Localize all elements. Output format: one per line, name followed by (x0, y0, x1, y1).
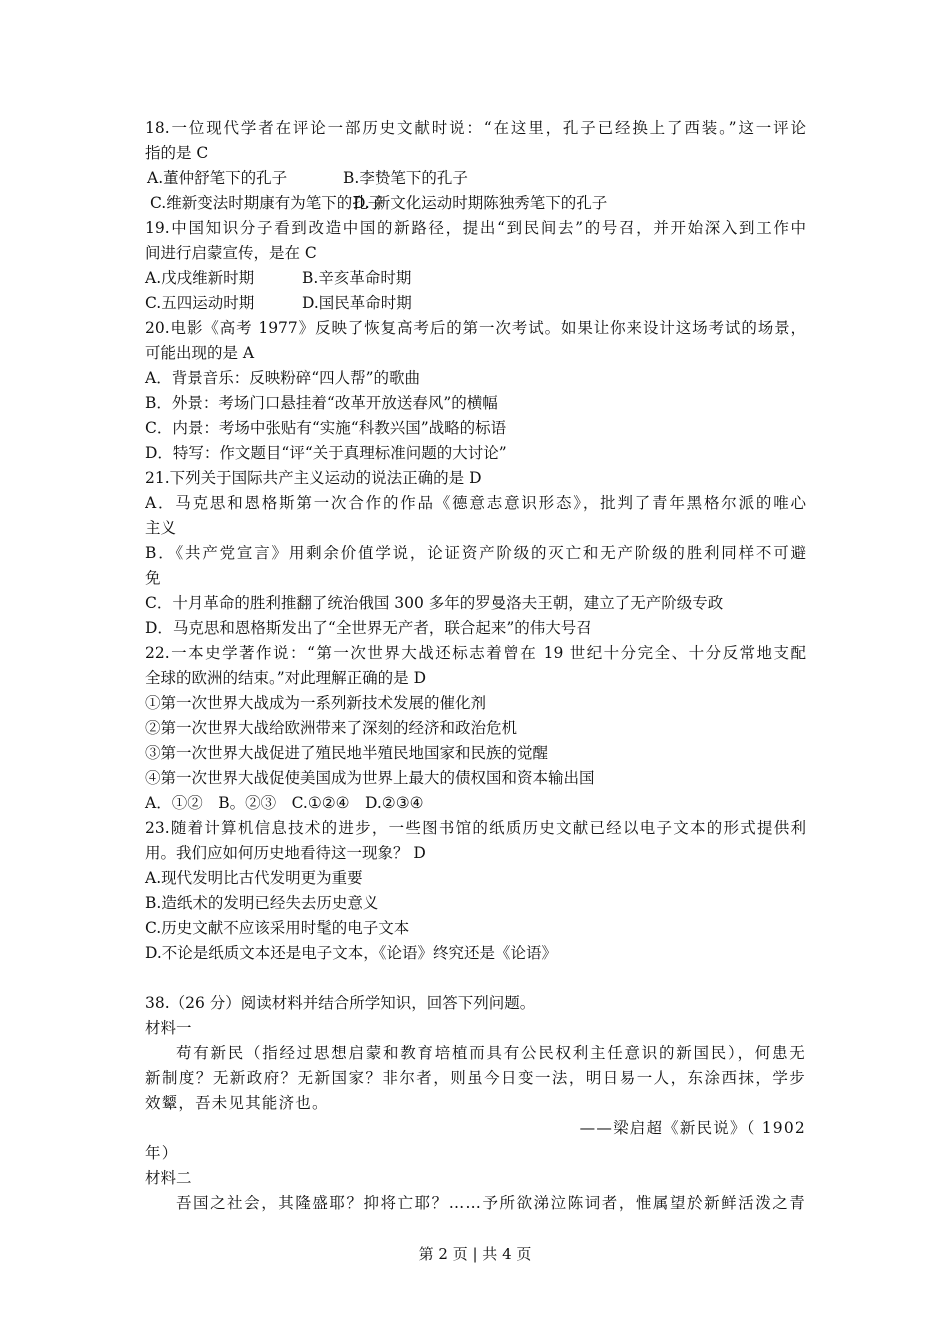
text-line: 全球的欧洲的结束。”对此理解正确的是 D (145, 669, 427, 687)
text-line: ——梁启超《新民说》（ 1902 (579, 1119, 806, 1137)
text-line: D.不论是纸质文本还是电子文本，《论语》终究还是《论语》 (145, 944, 558, 962)
text-line (145, 191, 806, 216)
text-line (145, 166, 806, 191)
text-line: A．马克思和恩格斯第一次合作的作品《德意志意识形态》，批判了青年黑格尔派的唯心 (145, 494, 806, 512)
text-line: ②第一次世界大战给欧洲带来了深刻的经济和政治危机 (145, 719, 518, 737)
text-line: 主义 (145, 519, 177, 537)
option-text: B.李贽笔下的孔子 (343, 169, 468, 187)
text-line: 20.电影《高考 1977》反映了恢复高考后的第一次考试。如果让你来设计这场考试的场景， (145, 319, 806, 337)
text-line: 23.随着计算机信息技术的进步，一些图书馆的纸质历史文献已经以电子文本的形式提供利 (145, 819, 806, 837)
text-line (145, 966, 806, 991)
option-text: B.辛亥革命时期 (302, 269, 412, 287)
text-line: 吾国之社会，其隆盛耶？抑将亡耶？……予所欲涕泣陈词者，惟属望於新鲜活泼之青 (176, 1194, 806, 1212)
option-text: C.五四运动时期 (145, 294, 255, 312)
text-line: ①第一次世界大战成为一系列新技术发展的催化剂 (145, 694, 487, 712)
page-footer: 第 2 页 | 共 4 页 (418, 1245, 532, 1263)
text-line: B．外景：考场门口悬挂着“改革开放送春风”的横幅 (145, 394, 498, 412)
text-line: 可能出现的是 A (145, 344, 255, 362)
text-line: A.现代发明比古代发明更为重要 (145, 869, 363, 887)
text-line: 材料一 (145, 1019, 192, 1037)
text-line (145, 291, 806, 316)
option-text: A.戊戌维新时期 (145, 269, 255, 287)
text-line: ④第一次世界大战促使美国成为世界上最大的债权国和资本输出国 (145, 769, 595, 787)
option-text: C.维新变法时期康有为笔下的孔子 (150, 194, 384, 212)
text-line: 19.中国知识分子看到改造中国的新路径，提出“到民间去”的号召，并开始深入到工作中 (145, 219, 806, 237)
text-line: B.造纸术的发明已经失去历史意义 (145, 894, 379, 912)
text-line: ③第一次世界大战促进了殖民地半殖民地国家和民族的觉醒 (145, 744, 549, 762)
text-line: 效颦，吾未见其能济也。 (145, 1094, 329, 1112)
text-line (145, 266, 806, 291)
document-body (145, 116, 806, 1216)
text-line: D．特写：作文题目“评“关于真理标准问题的大讨论” (145, 444, 507, 462)
text-line: 免 (145, 569, 161, 587)
text-line: 新制度？无新政府？无新国家？非尔者，则虽今日变一法，明日易一人，东涂西抹，学步 (145, 1069, 806, 1087)
text-line: 38.（26 分）阅读材料并结合所学知识，回答下列问题。 (145, 994, 536, 1012)
text-line: 间进行启蒙宣传，是在 C (145, 244, 317, 262)
text-line: 苟有新民（指经过思想启蒙和教育培植而具有公民权利主任意识的新国民），何患无 (176, 1044, 806, 1062)
text-line: C.历史文献不应该采用时髦的电子文本 (145, 919, 410, 937)
text-line: 21.下列关于国际共产主义运动的说法正确的是 D (145, 469, 482, 487)
text-line: A．背景音乐：反映粉碎“四人帮”的歌曲 (145, 369, 421, 387)
option-text: A.董仲舒笔下的孔子 (147, 169, 288, 187)
text-line: C．内景：考场中张贴有“实施“科教兴国”战略的标语 (145, 419, 507, 437)
text-line: 用。我们应如何历史地看待这一现象？ D (145, 844, 426, 862)
option-text: D. 新文化运动时期陈独秀笔下的孔子 (353, 194, 608, 212)
text-line: 材料二 (145, 1169, 192, 1187)
text-line: A．①② B。②③ C.①②④ D.②③④ (145, 794, 424, 812)
text-line: D．马克思和恩格斯发出了“全世界无产者，联合起来”的伟大号召 (145, 619, 592, 637)
text-line: 18.一位现代学者在评论一部历史文献时说：“在这里，孔子已经换上了西装。”这一评论 (145, 119, 806, 137)
text-line: 22.一本史学著作说：“第一次世界大战还标志着曾在 19 世纪十分完全、十分反常地支配 (145, 644, 806, 662)
option-text: D.国民革命时期 (302, 294, 412, 312)
text-line: 指的是 C (145, 144, 209, 162)
text-line: B．《共产党宣言》用剩余价值学说，论证资产阶级的灭亡和无产阶级的胜利同样不可避 (145, 544, 806, 562)
text-line: 年） (145, 1144, 179, 1162)
text-line: C．十月革命的胜利推翻了统治俄国 300 多年的罗曼洛夫王朝，建立了无产阶级专政 (145, 594, 724, 612)
